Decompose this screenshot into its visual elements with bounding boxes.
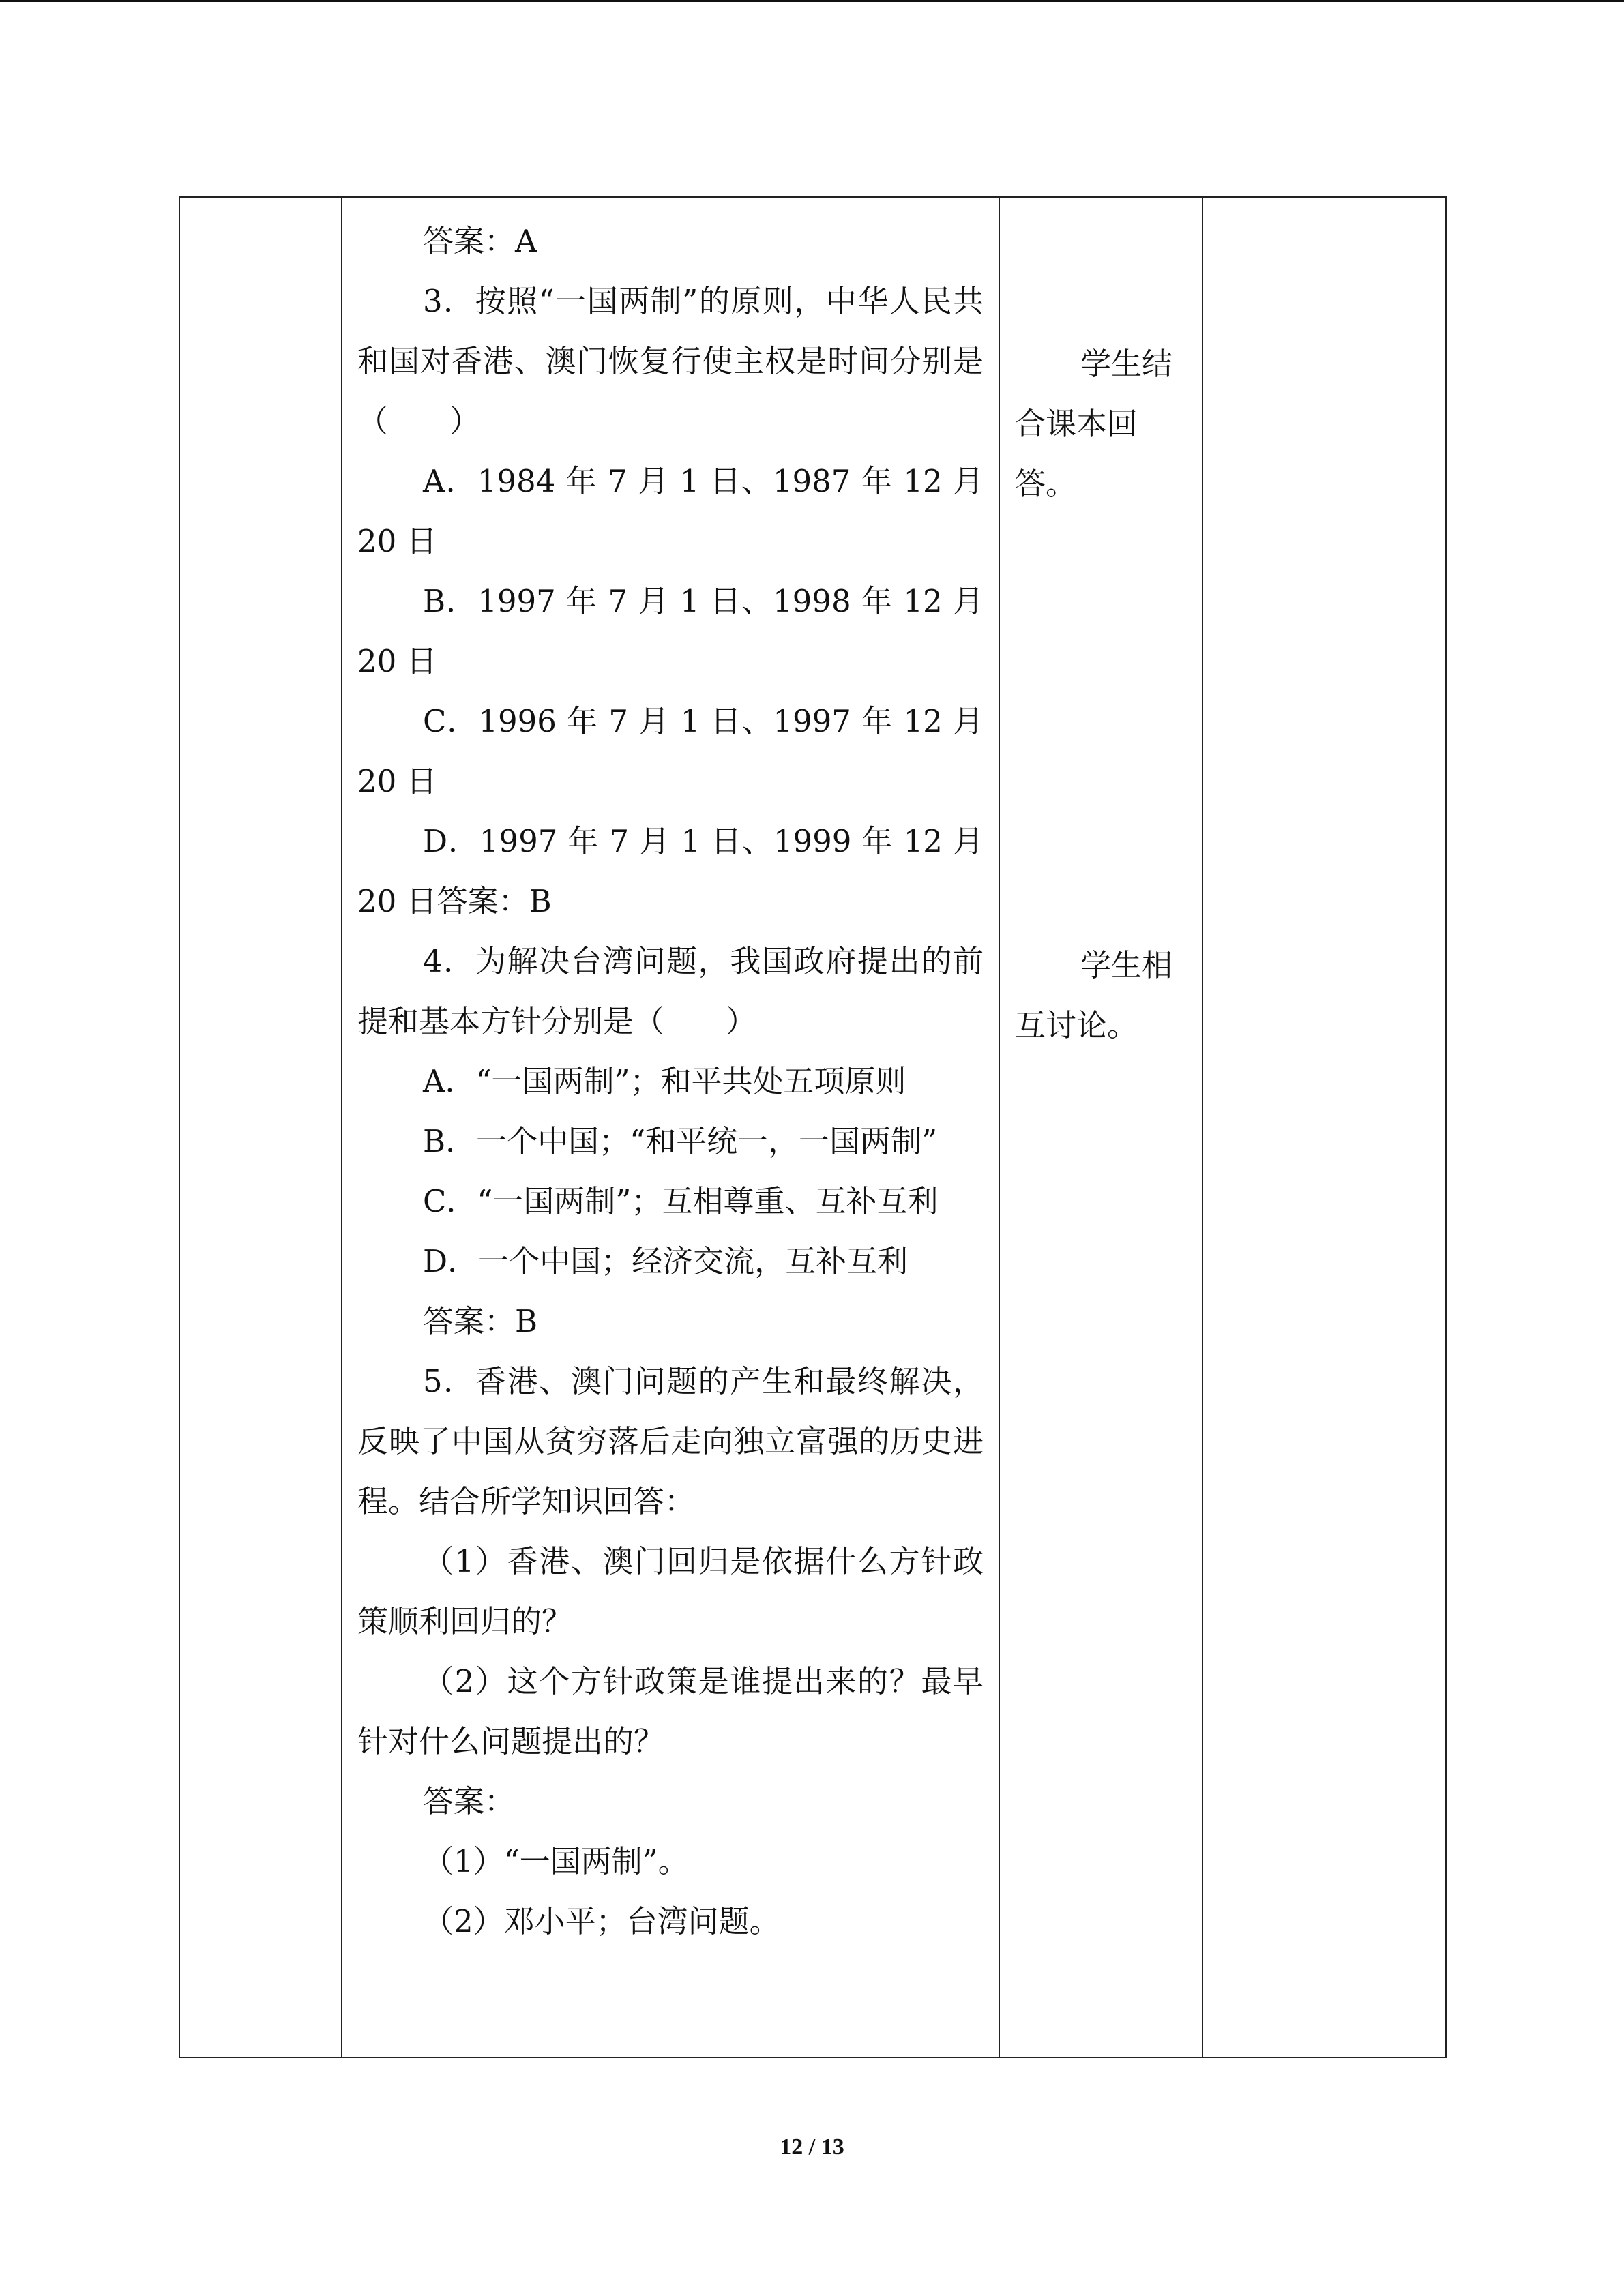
side-note-answer: 学生结合课本回答。 xyxy=(1015,346,1173,502)
paragraph: 答案：A xyxy=(423,223,537,259)
teaching-content-cell xyxy=(342,197,999,2057)
paragraph: （2）邓小平；台湾问题。 xyxy=(423,1903,780,1939)
paragraph: B．一个中国；“和平统一，一国两制” xyxy=(423,1123,938,1159)
paragraph: D．1997 年 7 月 1 日、1999 年 12 月 20 日答案：B xyxy=(357,823,994,919)
table-row xyxy=(179,197,1446,2057)
paragraph: （1）香港、澳门回归是依据什么方针政策顺利回归的？ xyxy=(357,1543,984,1639)
paragraph: 4．为解决台湾问题，我国政府提出的前提和基本方针分别是（ ） xyxy=(357,943,984,1039)
top-border-line xyxy=(0,0,1624,2)
paragraph: 答案： xyxy=(423,1783,516,1819)
student-activity-cell xyxy=(999,197,1202,2057)
page-number: 12 / 13 xyxy=(780,2134,844,2160)
empty-cell-left xyxy=(179,197,342,2057)
empty-cell-right xyxy=(1202,197,1446,2057)
paragraph: C．“一国两制”；互相尊重、互补互利 xyxy=(423,1183,939,1219)
paragraph: （1）“一国两制”。 xyxy=(423,1843,689,1879)
lesson-table xyxy=(179,196,1447,2058)
paragraph: A．1984 年 7 月 1 日、1987 年 12 月 20 日 xyxy=(357,463,994,559)
paragraph: D．一个中国；经济交流，互补互利 xyxy=(423,1243,909,1279)
side-note-discuss: 学生相互讨论。 xyxy=(1015,947,1173,1043)
paragraph: A．“一国两制”；和平共处五项原则 xyxy=(423,1063,906,1099)
paragraph: C．1996 年 7 月 1 日、1997 年 12 月 20 日 xyxy=(357,703,994,799)
paragraph: B．1997 年 7 月 1 日、1998 年 12 月 20 日 xyxy=(357,583,994,679)
paragraph: 5．香港、澳门问题的产生和最终解决，反映了中国从贫穷落后走向独立富强的历史进程。结合所学知识回答： xyxy=(357,1363,984,1519)
paragraph-list xyxy=(357,211,994,1952)
paragraph: （2）这个方针政策是谁提出来的？最早针对什么问题提出的？ xyxy=(357,1663,984,1759)
paragraph: 答案：B xyxy=(423,1303,538,1339)
paragraph: 3．按照“一国两制”的原则，中华人民共和国对香港、澳门恢复行使主权是时间分别是（ ） xyxy=(357,283,984,439)
